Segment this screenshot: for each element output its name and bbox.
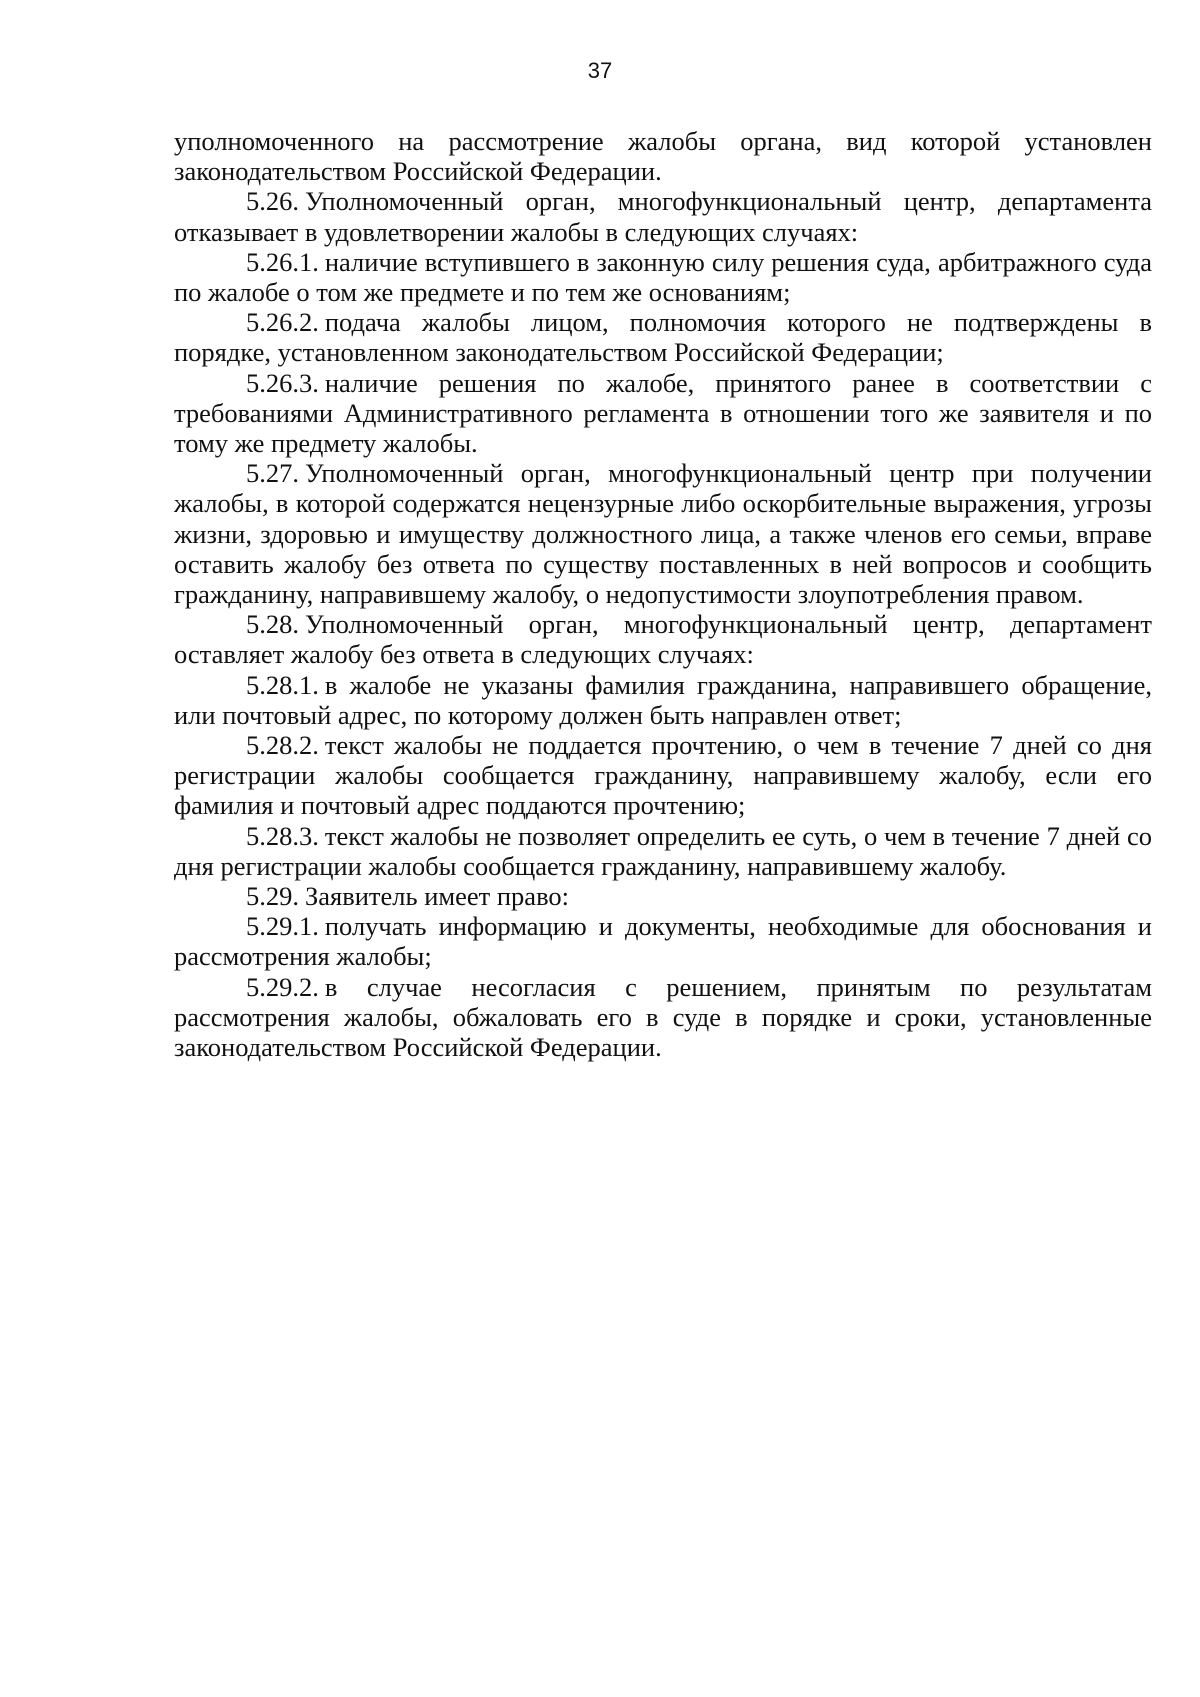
- paragraph-5-26: [174, 186, 1152, 246]
- paragraph-5-28-3: [174, 821, 1152, 881]
- paragraph-text: Уполномоченный орган, многофункциональный центр при получении жалобы, в которой содержатся нецензурные либо оскорбительные выражения, угрозы жизни, здоровью и имуществу должностного лица, а также членов его семьи, вправе оставить жалобу без ответа по существу поставленных в ней вопросов и сообщить гражданину, направившему жалобу, о недопустимости злоупотребления правом.: [174, 458, 1152, 610]
- paragraph-number: 5.27.: [246, 458, 299, 489]
- paragraph-5-28-1: [174, 670, 1152, 730]
- paragraph-text: в случае несогласия с решением, принятым по результатам рассмотрения жалобы, обжаловать его в суде в порядке и сроки, установленные законодательством Российской Федерации.: [174, 971, 1152, 1063]
- paragraph-continuation: [174, 126, 1152, 186]
- paragraph-5-29-2: [174, 972, 1152, 1063]
- paragraph-text: наличие вступившего в законную силу решения суда, арбитражного суда по жалобе о том же предмете и по тем же основаниям;: [174, 246, 1152, 308]
- paragraph-text: наличие решения по жалобе, принятого ранее в соответствии с требованиями Административного регламента в отношении того же заявителя и по тому же предмету жалобы.: [174, 367, 1152, 459]
- paragraph-number: 5.29.1.: [246, 911, 319, 942]
- paragraph-number: 5.29.2.: [246, 971, 319, 1002]
- paragraph-5-28: [174, 609, 1152, 669]
- paragraph-text: в жалобе не указаны фамилия гражданина, направившего обращение, или почтовый адрес, по которому должен быть направлен ответ;: [174, 669, 1152, 730]
- paragraph-number: 5.28.3.: [246, 820, 319, 851]
- paragraph-5-28-2: [174, 730, 1152, 821]
- paragraph-5-27: [174, 458, 1152, 609]
- paragraph-number: 5.26.1.: [246, 246, 319, 277]
- paragraph-number: 5.26.2.: [246, 307, 319, 338]
- paragraph-number: 5.26.3.: [246, 367, 319, 398]
- paragraph-5-26-3: [174, 368, 1152, 459]
- paragraph-text: уполномоченного на рассмотрение жалобы органа, вид которой установлен законодательством Российской Федерации.: [174, 126, 1152, 187]
- paragraph-number: 5.28.2.: [246, 730, 319, 761]
- paragraph-text: Уполномоченный орган, многофункциональный центр, департамента отказывает в удовлетворении жалобы в следующих случаях:: [174, 186, 1152, 247]
- paragraph-text: текст жалобы не поддается прочтению, о чем в течение 7 дней со дня регистрации жалобы сообщается гражданину, направившему жалобу, если его фамилия и почтовый адрес поддаются прочтению;: [174, 730, 1152, 821]
- paragraph-text: получать информацию и документы, необходимые для обоснования и рассмотрения жалобы;: [174, 911, 1152, 972]
- paragraph-text: Уполномоченный орган, многофункциональный центр, департамент оставляет жалобу без ответа в следующих случаях:: [174, 609, 1152, 670]
- document-body: [174, 126, 1152, 1062]
- paragraph-number: 5.26.: [246, 186, 299, 217]
- page-number: 37: [587, 58, 613, 83]
- paragraph-number: 5.29.: [246, 881, 299, 912]
- paragraph-5-29-1: [174, 911, 1152, 971]
- paragraph-text: текст жалобы не позволяет определить ее суть, о чем в течение 7 дней со дня регистрации жалобы сообщается гражданину, направившему жалобу.: [174, 820, 1152, 881]
- paragraph-5-26-2: [174, 307, 1152, 367]
- paragraph-text: подача жалобы лицом, полномочия которого не подтверждены в порядке, установленном законодательством Российской Федерации;: [174, 307, 1152, 368]
- paragraph-text: Заявитель имеет право:: [305, 881, 570, 912]
- paragraph-number: 5.28.: [246, 609, 299, 640]
- paragraph-5-29: [174, 881, 1152, 911]
- paragraph-number: 5.28.1.: [246, 669, 319, 700]
- paragraph-5-26-1: [174, 247, 1152, 307]
